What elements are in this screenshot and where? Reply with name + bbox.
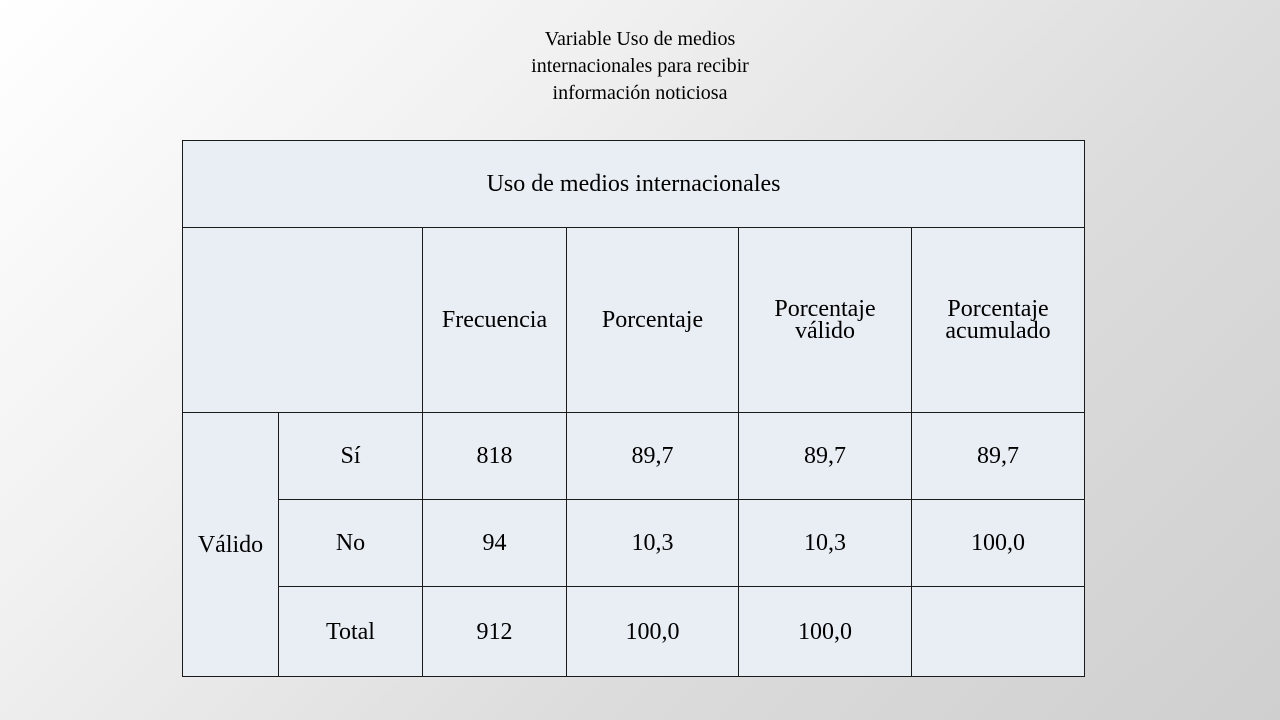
caption-line-2: internacionales para recibir bbox=[531, 55, 749, 77]
header-porcentaje-valido bbox=[739, 228, 912, 413]
cell-frecuencia: 818 bbox=[423, 413, 567, 500]
header-porcentaje-acumulado-line-2: acumulado bbox=[945, 318, 1051, 344]
cell-porcentaje-valido: 100,0 bbox=[739, 587, 912, 677]
header-porcentaje-valido-line-1: Porcentaje bbox=[774, 296, 876, 322]
row-label: Total bbox=[279, 587, 423, 677]
table-row bbox=[183, 413, 1085, 500]
caption-line-1: Variable Uso de medios bbox=[544, 28, 736, 50]
cell-frecuencia: 94 bbox=[423, 500, 567, 587]
header-porcentaje-valido-line-2: válido bbox=[795, 318, 855, 344]
header-porcentaje-acumulado bbox=[912, 228, 1085, 413]
cell-porcentaje-acumulado: 100,0 bbox=[912, 500, 1085, 587]
table-row bbox=[183, 587, 1085, 677]
cell-porcentaje: 10,3 bbox=[567, 500, 739, 587]
cell-porcentaje-acumulado bbox=[912, 587, 1085, 677]
table-row bbox=[183, 500, 1085, 587]
header-porcentaje-acumulado-line-1: Porcentaje bbox=[947, 296, 1049, 322]
header-porcentaje: Porcentaje bbox=[567, 228, 739, 413]
header-empty-cell bbox=[183, 228, 423, 413]
cell-porcentaje-valido: 10,3 bbox=[739, 500, 912, 587]
cell-porcentaje-valido: 89,7 bbox=[739, 413, 912, 500]
cell-porcentaje: 100,0 bbox=[567, 587, 739, 677]
row-group-label: Válido bbox=[183, 413, 279, 677]
cell-porcentaje-acumulado: 89,7 bbox=[912, 413, 1085, 500]
frequency-table bbox=[182, 140, 1085, 677]
row-label: No bbox=[279, 500, 423, 587]
cell-porcentaje: 89,7 bbox=[567, 413, 739, 500]
cell-frecuencia: 912 bbox=[423, 587, 567, 677]
caption-line-3: información noticiosa bbox=[552, 82, 728, 104]
table-title: Uso de medios internacionales bbox=[183, 141, 1085, 228]
slide-caption bbox=[390, 26, 890, 107]
row-label: Sí bbox=[279, 413, 423, 500]
header-frecuencia: Frecuencia bbox=[423, 228, 567, 413]
